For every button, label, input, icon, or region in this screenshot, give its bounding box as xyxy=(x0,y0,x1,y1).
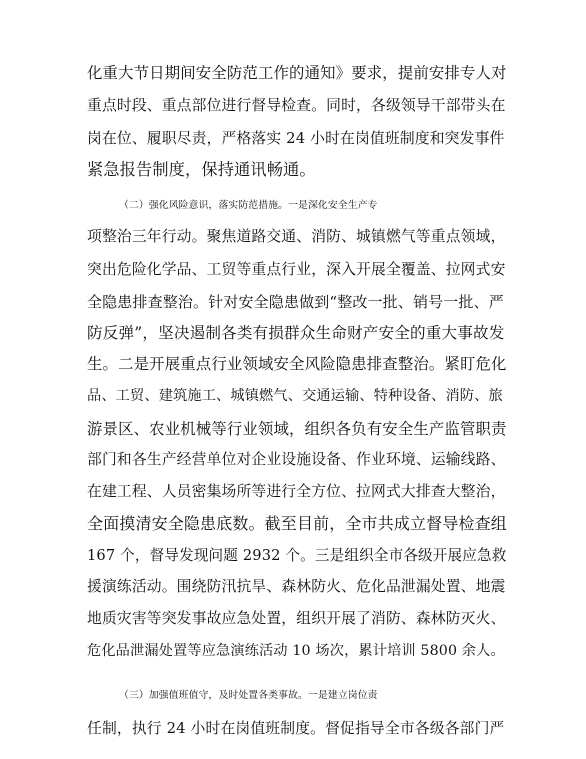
p2-line-11: 全面摸清安全隐患底数。截至目前，全市共成立督导检查组 xyxy=(87,514,507,533)
p1-line-2: 重点时段、重点部位进行督导检查。同时，各级领导干部带头在 xyxy=(87,97,506,114)
p3-line-1: （三）加强值班值守，及时处置各类事故。一是建立岗位责 xyxy=(119,690,378,701)
p2-line-7: 品、工贸、建筑施工、城镇燃气、交通运输、特种设备、消防、旅 xyxy=(87,388,503,404)
p2-line-1: （二）强化风险意识，落实防范措施。一是深化安全生产专 xyxy=(119,200,378,211)
p2-line-12: 167 个，督导发现问题 2932 个。三是组织全市各级开展应急救 xyxy=(87,547,507,564)
p2-line-6: 生。二是开展重点行业领域安全风险隐患排查整治。紧盯危化 xyxy=(87,355,507,373)
p2-line-14: 地质灾害等突发事故应急处置，组织开展了消防、森林防灭火、 xyxy=(87,610,506,627)
p2-line-15: 危化品泄漏处置等应急演练活动 10 场次，累计培训 5800 余人。 xyxy=(87,643,505,659)
p1-line-1: 化重大节日期间安全防范工作的通知》要求，提前安排专人对 xyxy=(87,64,507,82)
p2-line-13: 援演练活动。围绕防汛抗旱、森林防火、危化品泄漏处置、地震 xyxy=(87,578,506,595)
p3-line-2: 任制，执行 24 小时在岗值班制度。督促指导全市各级各部门严 xyxy=(87,720,505,737)
p1-line-4: 紧急报告制度，保持通讯畅通。 xyxy=(87,160,316,179)
p2-line-4: 全隐患排查整治。针对安全隐患做到“整改一批、销号一批、严 xyxy=(87,293,504,311)
p2-line-8: 游景区、农业机械等行业领域，组织各负有安全生产监管职责 xyxy=(87,420,507,438)
p2-line-2: 项整治三年行动。聚焦道路交通、消防、城镇燃气等重点领域， xyxy=(87,228,506,245)
p2-line-9: 部门和各生产经营单位对企业设施设备、作业环境、运输线路、 xyxy=(87,451,506,468)
p2-line-10: 在建工程、人员密集场所等进行全方位、拉网式大排查大整治， xyxy=(87,483,506,500)
p1-line-3: 岗在位、履职尽责，严格落实 24 小时在岗值班制度和突发事件 xyxy=(87,130,505,147)
p2-line-5: 防反弹”，坚决遏制各类有损群众生命财产安全的重大事故发 xyxy=(87,324,505,342)
p2-line-3: 突出危险化学品、工贸等重点行业，深入开展全覆盖、拉网式安 xyxy=(87,261,506,278)
